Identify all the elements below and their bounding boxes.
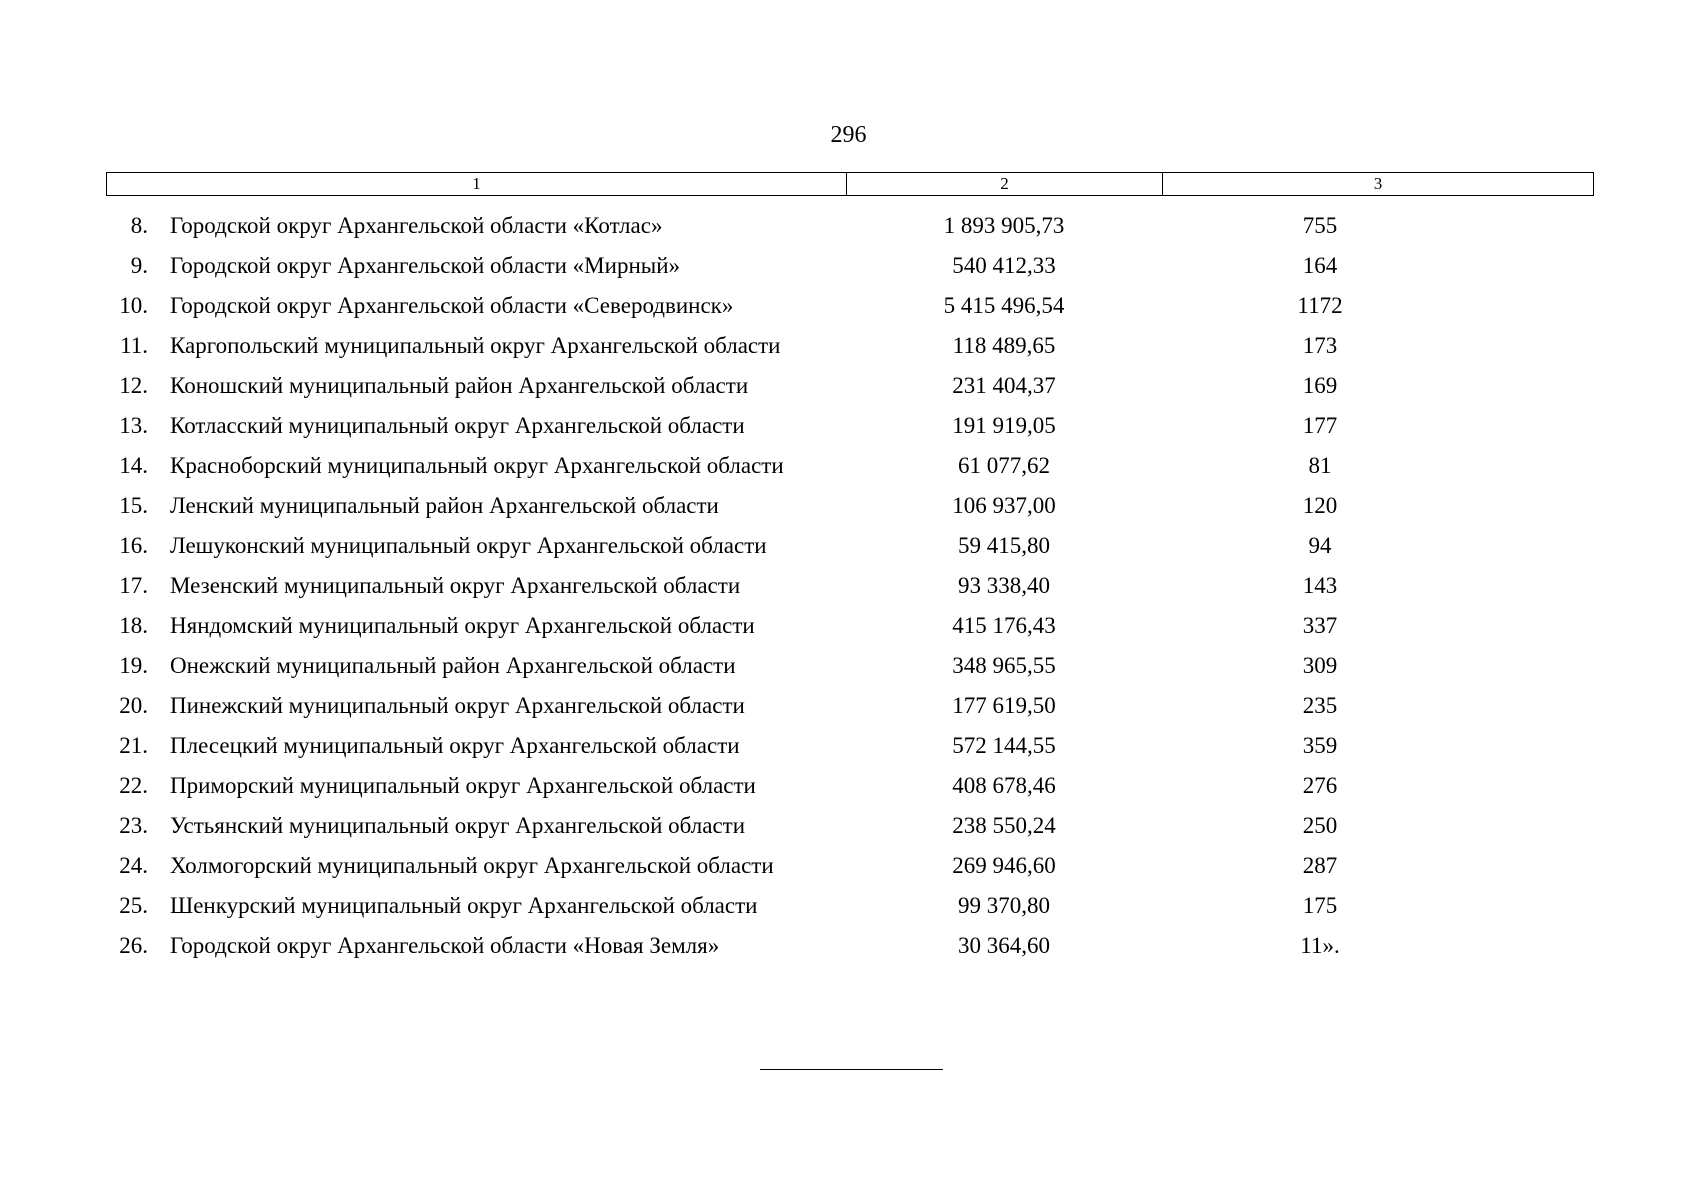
row-municipality-name: Онежский муниципальный район Архангельской области [170,653,736,678]
row-count: 276 [1302,773,1338,798]
row-count: 309 [1302,653,1338,678]
table-row [106,366,1594,406]
row-count: 250 [1302,813,1338,838]
row-count: 755 [1302,213,1338,238]
row-count: 337 [1302,613,1338,638]
row-amount: 5 415 496,54 [943,293,1065,318]
table-row [106,686,1594,726]
row-municipality-name: Коношский муниципальный район Архангельской области [170,373,749,398]
row-amount: 231 404,37 [952,373,1056,398]
row-municipality-name: Шенкурский муниципальный округ Архангельской области [170,893,758,918]
row-municipality-name: Красноборский муниципальный округ Архангельской области [170,453,784,478]
row-amount: 118 489,65 [952,333,1056,358]
row-number: 8. [130,213,148,238]
row-municipality-name: Лешуконский муниципальный округ Архангельской области [170,533,767,558]
row-number: 10. [119,293,148,318]
row-number: 26. [119,933,148,958]
row-count: 1172 [1297,293,1343,318]
table-row [106,846,1594,886]
row-number: 12. [119,373,148,398]
row-count: 359 [1302,733,1338,758]
row-municipality-name: Холмогорский муниципальный округ Архангельской области [170,853,774,878]
row-number: 15. [119,493,148,518]
row-municipality-name: Ленский муниципальный район Архангельской области [170,493,719,518]
row-amount: 59 415,80 [958,533,1050,558]
row-amount: 30 364,60 [958,933,1050,958]
table-row [106,446,1594,486]
row-amount: 348 965,55 [952,653,1056,678]
row-number: 18. [119,613,148,638]
row-count: 143 [1302,573,1338,598]
table-row [106,566,1594,606]
footer-divider [760,1069,943,1070]
row-municipality-name: Пинежский муниципальный округ Архангельской области [170,693,745,718]
row-count: 175 [1302,893,1338,918]
row-number: 25. [119,893,148,918]
row-amount: 191 919,05 [952,413,1056,438]
row-number: 19. [119,653,148,678]
row-amount: 238 550,24 [952,813,1056,838]
row-count: 11». [1300,933,1340,958]
header-col-2: 2 [847,173,1163,195]
table-row [106,646,1594,686]
table-row [106,286,1594,326]
row-municipality-name: Городской округ Архангельской области «Новая Земля» [170,933,720,958]
row-number: 16. [119,533,148,558]
table-row [106,326,1594,366]
row-municipality-name: Котласский муниципальный округ Архангельской области [170,413,745,438]
table-row [106,206,1594,246]
row-amount: 540 412,33 [952,253,1056,278]
table-row [106,926,1594,966]
row-municipality-name: Плесецкий муниципальный округ Архангельской области [170,733,740,758]
row-number: 22. [119,773,148,798]
row-number: 11. [120,333,148,358]
table-header [106,172,1594,196]
table-row [106,606,1594,646]
row-count: 120 [1302,493,1338,518]
row-amount: 269 946,60 [952,853,1056,878]
table-row [106,886,1594,926]
table-row [106,486,1594,526]
row-amount: 1 893 905,73 [943,213,1065,238]
table-row [106,526,1594,566]
row-number: 24. [119,853,148,878]
row-municipality-name: Городской округ Архангельской области «Северодвинск» [170,293,734,318]
row-amount: 93 338,40 [958,573,1050,598]
row-amount: 106 937,00 [952,493,1056,518]
header-col-3: 3 [1373,174,1383,193]
row-amount: 408 678,46 [952,773,1056,798]
row-municipality-name: Городской округ Архангельской области «Мирный» [170,253,681,278]
table-row [106,726,1594,766]
row-number: 23. [119,813,148,838]
row-number: 14. [119,453,148,478]
row-municipality-name: Городской округ Архангельской области «Котлас» [170,213,663,238]
table-body [106,206,1594,966]
row-number: 9. [130,253,148,278]
header-col-1: 1 [107,173,847,195]
table-row [106,766,1594,806]
row-amount: 572 144,55 [952,733,1056,758]
row-number: 21. [119,733,148,758]
row-municipality-name: Устьянский муниципальный округ Архангельской области [170,813,746,838]
row-count: 81 [1308,453,1332,478]
row-amount: 415 176,43 [952,613,1056,638]
row-municipality-name: Мезенский муниципальный округ Архангельской области [170,573,741,598]
row-count: 164 [1302,253,1338,278]
row-count: 94 [1308,533,1332,558]
row-count: 287 [1302,853,1338,878]
table-row [106,406,1594,446]
row-count: 169 [1302,373,1338,398]
page-number: 296 [830,122,867,148]
row-amount: 99 370,80 [958,893,1050,918]
row-count: 173 [1302,333,1338,358]
table-row [106,246,1594,286]
row-amount: 61 077,62 [958,453,1050,478]
row-count: 235 [1302,693,1338,718]
row-number: 20. [119,693,148,718]
row-municipality-name: Приморский муниципальный округ Архангельской области [170,773,756,798]
row-count: 177 [1302,413,1338,438]
row-municipality-name: Няндомский муниципальный округ Архангельской области [170,613,755,638]
table-row [106,806,1594,846]
row-amount: 177 619,50 [952,693,1056,718]
row-number: 13. [119,413,148,438]
row-municipality-name: Каргопольский муниципальный округ Архангельской области [170,333,781,358]
row-number: 17. [119,573,148,598]
